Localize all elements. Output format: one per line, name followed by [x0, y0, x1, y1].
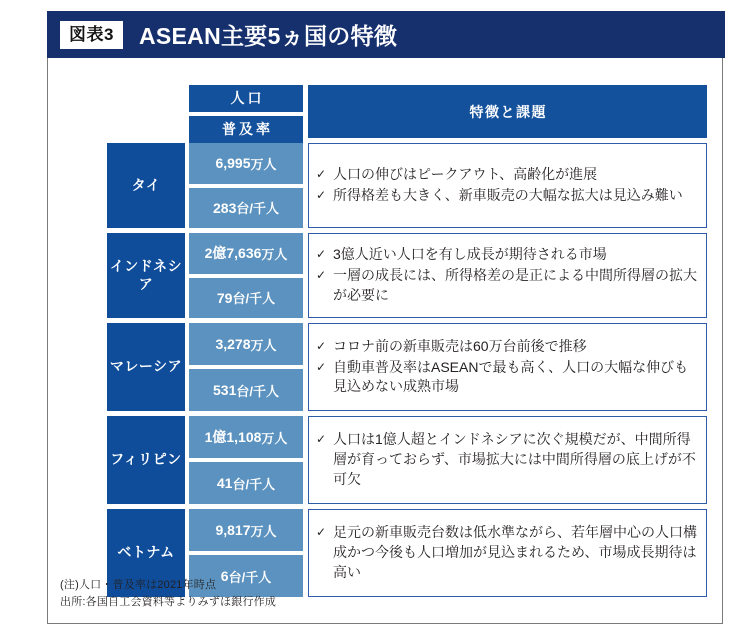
- feature-bullet: [316, 266, 698, 306]
- table-row: [107, 143, 707, 228]
- footnote-note: (注)人口・普及率は2021年時点: [60, 579, 217, 591]
- country-label-indonesia: インドネシア: [107, 233, 185, 318]
- population-malaysia: [189, 323, 303, 365]
- check-icon: ✓: [316, 525, 327, 540]
- population-value: 9,817: [215, 522, 251, 538]
- country-label-philippines: フィリピン: [107, 416, 185, 504]
- population-thailand: [189, 143, 303, 184]
- features-malaysia: [308, 323, 707, 411]
- population-value: 3,278: [215, 336, 251, 352]
- population-indonesia: [189, 233, 303, 274]
- population-unit: 万人: [261, 430, 288, 446]
- check-icon: ✓: [316, 338, 327, 353]
- feature-bullet: [316, 358, 698, 398]
- column-header-features: 特徴と課題: [308, 85, 707, 138]
- country-label-vietnam: ベトナム: [107, 509, 185, 597]
- features-indonesia: [308, 233, 707, 318]
- feature-text: 一層の成長には、所得格差の是正による中間所得層の拡大が必要に: [333, 267, 697, 303]
- country-label-malaysia: マレーシア: [107, 323, 185, 411]
- footnote-source: 出所:各国自工会資料等よりみずほ銀行作成: [60, 596, 277, 609]
- penetration-unit: 台/千人: [228, 569, 272, 585]
- penetration-unit: 台/千人: [236, 201, 279, 217]
- population-unit: 万人: [250, 156, 277, 172]
- penetration-indonesia: [189, 278, 303, 319]
- feature-bullet: [316, 165, 698, 185]
- column-header-population: 人口: [189, 85, 303, 112]
- penetration-unit: 台/千人: [232, 476, 276, 492]
- population-value: 2億7,636: [204, 245, 262, 262]
- figure-title: ASEAN主要5ヵ国の特徴: [138, 23, 398, 49]
- comparison-table: [107, 85, 707, 597]
- check-icon: ✓: [316, 359, 327, 374]
- population-value: 6,995: [215, 155, 251, 172]
- penetration-malaysia: [189, 369, 303, 411]
- stats-malaysia: [189, 323, 303, 411]
- feature-text: 所得格差も大きく、新車販売の大幅な拡大は見込み難い: [333, 187, 683, 203]
- table-header-row: [107, 85, 707, 138]
- features-thailand: [308, 143, 707, 228]
- stats-thailand: [189, 143, 303, 228]
- feature-bullet: [316, 430, 698, 490]
- feature-text: 足元の新車販売台数は低水準ながら、若年層中心の人口構成かつ今後も人口増加が見込まれるため、市場成長期待は高い: [333, 524, 697, 580]
- check-icon: ✓: [316, 268, 327, 283]
- population-vietnam: [189, 509, 303, 551]
- table-row: [107, 233, 707, 318]
- feature-text: 自動車普及率はASEANで最も高く、人口の大幅な伸びも見込めない成熟市場: [333, 358, 689, 395]
- footnotes: [60, 577, 276, 611]
- table-row: [107, 416, 707, 504]
- penetration-unit: 台/千人: [232, 291, 276, 307]
- population-unit: 万人: [250, 337, 277, 353]
- feature-bullet: [316, 523, 698, 583]
- penetration-value: 79: [216, 289, 233, 306]
- stats-philippines: [189, 416, 303, 504]
- figure-header-bar: [47, 11, 725, 58]
- check-icon: ✓: [316, 432, 327, 447]
- feature-text: 人口は1億人超とインドネシアに次ぐ規模だが、中間所得層が育っておらず、市場拡大には中間所得層の底上げが不可欠: [333, 431, 696, 487]
- penetration-value: 283: [213, 199, 237, 216]
- penetration-philippines: [189, 462, 303, 504]
- stats-indonesia: [189, 233, 303, 318]
- penetration-value: 6: [220, 568, 229, 584]
- penetration-thailand: [189, 188, 303, 229]
- population-value: 1億1,108: [204, 429, 262, 445]
- check-icon: ✓: [316, 188, 327, 202]
- population-unit: 万人: [261, 246, 288, 262]
- column-header-penetration: 普及率: [189, 116, 303, 143]
- check-icon: ✓: [316, 167, 327, 182]
- feature-text: コロナ前の新車販売は60万台前後で推移: [333, 337, 587, 354]
- population-philippines: [189, 416, 303, 458]
- feature-bullet: [316, 186, 698, 206]
- penetration-value: 531: [213, 382, 237, 398]
- country-label-thailand: タイ: [107, 143, 185, 228]
- penetration-unit: 台/千人: [236, 383, 279, 399]
- features-philippines: [308, 416, 707, 504]
- feature-text: 3億人近い人口を有し成長が期待される市場: [333, 246, 607, 263]
- table-row: [107, 323, 707, 411]
- figure-card: [47, 11, 723, 624]
- feature-bullet: [316, 245, 698, 265]
- feature-text: 人口の伸びはピークアウト、高齢化が進展: [333, 166, 598, 183]
- header-stats-group: [189, 85, 303, 138]
- header-country-spacer: [107, 85, 185, 138]
- feature-bullet: [316, 337, 698, 357]
- features-vietnam: [308, 509, 707, 597]
- figure-number-badge: 図表3: [60, 21, 123, 49]
- penetration-value: 41: [216, 475, 233, 491]
- population-unit: 万人: [250, 523, 277, 539]
- check-icon: ✓: [316, 247, 327, 262]
